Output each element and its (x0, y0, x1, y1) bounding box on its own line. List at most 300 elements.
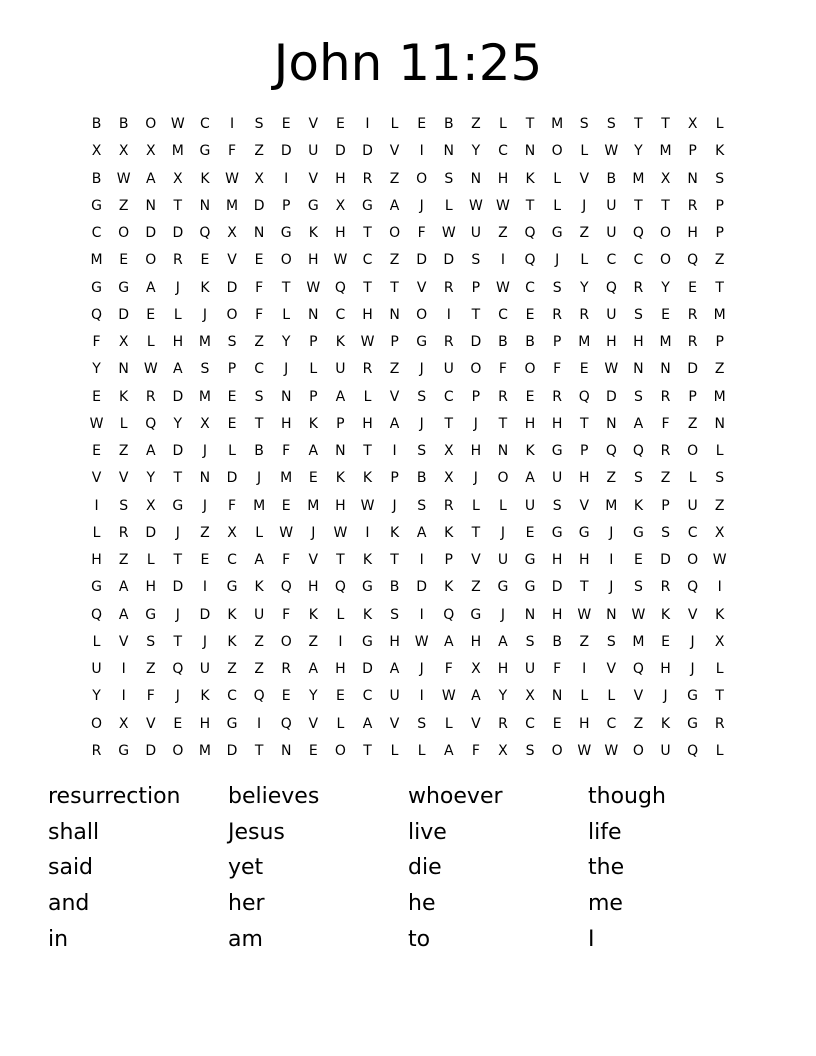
grid-letter[interactable]: W (170, 116, 185, 132)
grid-letter[interactable]: T (661, 116, 670, 132)
grid-letter[interactable]: X (118, 143, 129, 160)
grid-letter[interactable]: J (419, 661, 424, 677)
grid-letter[interactable]: I (419, 552, 424, 568)
grid-letter[interactable]: E (92, 443, 101, 459)
grid-letter[interactable]: D (660, 552, 671, 568)
grid-letter[interactable]: E (633, 552, 643, 568)
grid-letter[interactable]: O (470, 361, 482, 378)
grid-letter[interactable]: S (525, 742, 535, 759)
grid-letter[interactable]: T (336, 552, 345, 568)
grid-letter[interactable]: X (498, 742, 508, 759)
grid-letter[interactable]: W (306, 279, 321, 296)
grid-letter[interactable]: N (253, 225, 265, 241)
grid-letter[interactable]: R (118, 524, 129, 541)
grid-letter[interactable]: U (253, 606, 265, 623)
grid-letter[interactable]: X (335, 197, 346, 214)
grid-letter[interactable]: O (632, 742, 644, 759)
grid-letter[interactable]: P (471, 279, 481, 296)
grid-letter[interactable]: T (390, 552, 399, 568)
grid-letter[interactable]: T (471, 306, 481, 323)
grid-letter[interactable]: A (389, 197, 400, 214)
grid-letter[interactable]: W (441, 688, 456, 705)
grid-letter[interactable]: H (335, 661, 346, 677)
grid-letter[interactable]: O (280, 633, 292, 650)
grid-letter[interactable]: S (552, 279, 562, 296)
grid-letter[interactable]: B (416, 470, 427, 487)
grid-letter[interactable]: J (392, 497, 397, 514)
grid-letter[interactable]: U (687, 497, 698, 514)
grid-letter[interactable]: Q (280, 579, 292, 596)
grid-letter[interactable]: G (362, 633, 373, 650)
grid-letter[interactable]: P (309, 388, 318, 405)
grid-letter[interactable]: G (362, 579, 373, 596)
grid-letter[interactable]: S (119, 497, 129, 514)
grid-letter[interactable]: G (470, 606, 482, 623)
grid-letter[interactable]: I (365, 116, 370, 132)
grid-letter[interactable]: P (661, 497, 670, 514)
grid-letter[interactable]: F (92, 334, 101, 350)
grid-letter[interactable]: K (227, 606, 237, 623)
grid-letter[interactable]: X (714, 524, 725, 541)
grid-letter[interactable]: Z (579, 633, 590, 650)
grid-letter[interactable]: K (308, 606, 318, 623)
grid-letter[interactable]: R (660, 388, 671, 405)
grid-letter[interactable]: G (362, 197, 373, 214)
grid-letter[interactable]: P (552, 334, 562, 350)
grid-letter[interactable]: O (145, 116, 157, 132)
grid-letter[interactable]: A (308, 661, 319, 677)
grid-letter[interactable]: A (362, 715, 373, 732)
grid-letter[interactable]: Z (471, 116, 481, 132)
grid-letter[interactable]: M (280, 470, 293, 487)
grid-letter[interactable]: L (390, 116, 399, 132)
grid-letter[interactable]: T (173, 470, 183, 487)
grid-letter[interactable]: I (365, 524, 370, 541)
grid-letter[interactable]: T (471, 524, 481, 541)
grid-letter[interactable]: W (360, 334, 375, 350)
grid-letter[interactable]: F (417, 225, 426, 241)
grid-letter[interactable]: R (660, 443, 671, 459)
grid-letter[interactable]: B (389, 579, 400, 596)
grid-letter[interactable]: K (335, 334, 345, 350)
grid-letter[interactable]: N (687, 170, 698, 187)
grid-letter[interactable]: L (119, 415, 128, 432)
grid-letter[interactable]: Q (145, 415, 157, 432)
grid-letter[interactable]: E (661, 306, 670, 323)
grid-letter[interactable]: W (414, 633, 429, 650)
grid-letter[interactable]: S (715, 170, 725, 187)
grid-letter[interactable]: Q (91, 306, 103, 323)
grid-letter[interactable]: H (470, 443, 482, 459)
grid-letter[interactable]: N (606, 415, 617, 432)
grid-letter[interactable]: S (661, 524, 670, 541)
grid-letter[interactable]: G (578, 524, 590, 541)
grid-letter[interactable]: S (633, 579, 643, 596)
grid-letter[interactable]: V (606, 661, 617, 677)
grid-letter[interactable]: L (499, 497, 507, 514)
grid-letter[interactable]: B (91, 116, 102, 132)
grid-letter[interactable]: N (335, 443, 346, 459)
grid-letter[interactable]: M (713, 388, 726, 405)
grid-letter[interactable]: K (715, 606, 725, 623)
grid-letter[interactable]: D (172, 388, 184, 405)
grid-letter[interactable]: Z (118, 443, 129, 459)
grid-letter[interactable]: D (226, 470, 238, 487)
grid-letter[interactable]: Q (632, 443, 644, 459)
grid-letter[interactable]: W (496, 279, 510, 296)
grid-letter[interactable]: I (257, 715, 262, 732)
grid-letter[interactable]: O (416, 306, 428, 323)
grid-letter[interactable]: C (362, 688, 373, 705)
grid-letter[interactable]: G (199, 143, 211, 160)
grid-letter[interactable]: L (715, 742, 724, 759)
grid-letter[interactable]: T (173, 633, 183, 650)
grid-letter[interactable]: V (416, 279, 427, 296)
grid-letter[interactable]: E (335, 116, 345, 132)
grid-letter[interactable]: Q (91, 606, 103, 623)
grid-letter[interactable]: T (444, 415, 454, 432)
grid-letter[interactable]: S (471, 252, 481, 269)
grid-letter[interactable]: K (444, 524, 454, 541)
grid-letter[interactable]: T (254, 415, 264, 432)
grid-letter[interactable]: O (145, 252, 157, 269)
grid-letter[interactable]: F (255, 279, 264, 296)
grid-letter[interactable]: R (362, 170, 373, 187)
grid-letter[interactable]: S (579, 116, 589, 132)
grid-letter[interactable]: K (389, 524, 400, 541)
grid-letter[interactable]: D (199, 606, 211, 623)
grid-letter[interactable]: P (309, 334, 318, 350)
grid-letter[interactable]: L (553, 170, 562, 187)
grid-letter[interactable]: R (687, 197, 698, 214)
grid-letter[interactable]: O (226, 306, 238, 323)
grid-letter[interactable]: Y (92, 688, 101, 705)
grid-letter[interactable]: V (633, 688, 644, 705)
grid-letter[interactable]: U (199, 661, 211, 677)
grid-letter[interactable]: G (307, 197, 319, 214)
grid-letter[interactable]: W (604, 361, 619, 378)
grid-letter[interactable]: T (363, 742, 372, 759)
grid-letter[interactable]: J (419, 197, 424, 214)
grid-letter[interactable]: M (198, 388, 211, 405)
grid-letter[interactable]: A (443, 742, 454, 759)
grid-letter[interactable]: I (121, 688, 126, 705)
grid-letter[interactable]: J (202, 497, 207, 514)
grid-letter[interactable]: H (578, 552, 590, 568)
grid-letter[interactable]: I (229, 116, 235, 132)
grid-letter[interactable]: C (633, 252, 644, 269)
grid-letter[interactable]: G (497, 579, 509, 596)
grid-letter[interactable]: X (525, 688, 535, 705)
grid-letter[interactable]: L (336, 715, 345, 732)
grid-letter[interactable]: I (94, 497, 99, 514)
grid-letter[interactable]: H (199, 715, 211, 732)
grid-letter[interactable]: W (279, 524, 294, 541)
grid-letter[interactable]: F (553, 361, 562, 378)
grid-letter[interactable]: V (389, 143, 400, 160)
grid-letter[interactable]: N (389, 306, 400, 323)
grid-letter[interactable]: S (200, 361, 210, 378)
grid-letter[interactable]: H (687, 225, 698, 241)
grid-letter[interactable]: N (443, 143, 454, 160)
grid-letter[interactable]: G (91, 197, 102, 214)
grid-letter[interactable]: L (688, 470, 697, 487)
grid-letter[interactable]: Z (118, 197, 129, 214)
grid-letter[interactable]: U (443, 361, 454, 378)
grid-letter[interactable]: V (308, 170, 319, 187)
grid-letter[interactable]: K (444, 579, 454, 596)
grid-letter[interactable]: A (145, 443, 156, 459)
grid-letter[interactable]: F (146, 688, 155, 705)
grid-letter[interactable]: T (661, 197, 670, 214)
grid-letter[interactable]: U (524, 661, 536, 677)
grid-letter[interactable]: F (498, 361, 507, 378)
grid-letter[interactable]: K (227, 633, 237, 650)
grid-letter[interactable]: C (498, 143, 508, 160)
grid-letter[interactable]: Z (118, 552, 129, 568)
grid-letter[interactable]: W (225, 170, 239, 187)
grid-letter[interactable]: S (390, 606, 400, 623)
grid-letter[interactable]: H (172, 334, 184, 350)
grid-letter[interactable]: J (609, 524, 614, 541)
grid-letter[interactable]: H (606, 334, 617, 350)
grid-letter[interactable]: J (202, 443, 207, 459)
grid-letter[interactable]: L (309, 361, 318, 378)
grid-letter[interactable]: E (119, 252, 129, 269)
grid-letter[interactable]: Z (254, 661, 264, 677)
grid-letter[interactable]: S (606, 116, 616, 132)
grid-letter[interactable]: G (172, 497, 184, 514)
grid-letter[interactable]: S (417, 715, 427, 732)
grid-letter[interactable]: C (606, 715, 617, 732)
grid-letter[interactable]: W (143, 361, 158, 378)
grid-letter[interactable]: E (552, 715, 562, 732)
grid-letter[interactable]: Q (253, 688, 265, 705)
grid-letter[interactable]: A (173, 361, 183, 378)
grid-letter[interactable]: J (500, 606, 506, 623)
grid-letter[interactable]: O (551, 742, 563, 759)
grid-letter[interactable]: J (175, 279, 180, 296)
grid-letter[interactable]: Y (281, 334, 291, 350)
grid-letter[interactable]: D (172, 579, 184, 596)
grid-letter[interactable]: C (200, 116, 210, 132)
grid-letter[interactable]: K (119, 388, 129, 405)
grid-letter[interactable]: W (604, 742, 619, 759)
grid-letter[interactable]: O (551, 143, 563, 160)
grid-letter[interactable]: L (92, 633, 101, 650)
grid-letter[interactable]: C (687, 524, 698, 541)
grid-letter[interactable]: P (688, 388, 697, 405)
grid-letter[interactable]: S (633, 470, 643, 487)
grid-letter[interactable]: V (308, 715, 319, 732)
grid-letter[interactable]: D (226, 279, 238, 296)
grid-letter[interactable]: C (498, 306, 508, 323)
grid-letter[interactable]: J (690, 661, 695, 677)
grid-letter[interactable]: L (417, 742, 426, 759)
grid-letter[interactable]: Q (605, 443, 617, 459)
grid-letter[interactable]: H (91, 552, 102, 568)
grid-letter[interactable]: H (389, 633, 400, 650)
grid-letter[interactable]: D (551, 579, 563, 596)
grid-letter[interactable]: R (687, 334, 698, 350)
grid-letter[interactable]: W (116, 170, 131, 187)
grid-letter[interactable]: A (335, 388, 346, 405)
grid-letter[interactable]: T (173, 197, 183, 214)
grid-letter[interactable]: V (308, 116, 319, 132)
grid-letter[interactable]: Q (524, 225, 536, 241)
grid-letter[interactable]: Z (145, 661, 156, 677)
grid-letter[interactable]: A (498, 633, 508, 650)
grid-letter[interactable]: T (525, 116, 535, 132)
grid-letter[interactable]: R (687, 306, 698, 323)
grid-letter[interactable]: L (146, 552, 155, 568)
grid-letter[interactable]: G (226, 579, 238, 596)
grid-letter[interactable]: H (280, 415, 292, 432)
grid-letter[interactable]: H (362, 415, 373, 432)
grid-letter[interactable]: E (281, 497, 291, 514)
grid-letter[interactable]: G (551, 443, 563, 459)
grid-letter[interactable]: P (715, 334, 724, 350)
grid-letter[interactable]: K (308, 415, 318, 432)
grid-letter[interactable]: S (606, 633, 616, 650)
grid-letter[interactable]: Q (172, 661, 184, 677)
grid-letter[interactable]: X (687, 116, 698, 132)
grid-letter[interactable]: B (525, 334, 535, 350)
grid-letter[interactable]: G (145, 606, 157, 623)
grid-letter[interactable]: Y (661, 279, 670, 296)
grid-letter[interactable]: S (633, 306, 643, 323)
grid-letter[interactable]: M (713, 306, 726, 323)
grid-letter[interactable]: B (254, 443, 264, 459)
grid-letter[interactable]: S (254, 388, 264, 405)
grid-letter[interactable]: F (227, 497, 237, 514)
grid-letter[interactable]: O (687, 443, 699, 459)
grid-letter[interactable]: H (578, 470, 590, 487)
grid-letter[interactable]: D (172, 225, 184, 241)
grid-letter[interactable]: J (582, 197, 587, 214)
grid-letter[interactable]: U (606, 306, 617, 323)
grid-letter[interactable]: E (227, 415, 237, 432)
grid-letter[interactable]: E (661, 633, 670, 650)
grid-letter[interactable]: M (605, 497, 618, 514)
grid-letter[interactable]: D (253, 197, 265, 214)
grid-letter[interactable]: S (633, 388, 643, 405)
grid-letter[interactable]: U (389, 688, 400, 705)
grid-letter[interactable]: Z (254, 334, 264, 350)
grid-letter[interactable]: N (118, 361, 129, 378)
grid-letter[interactable]: O (172, 742, 184, 759)
grid-letter[interactable]: E (200, 552, 210, 568)
grid-letter[interactable]: Y (634, 143, 643, 160)
grid-letter[interactable]: R (443, 279, 454, 296)
grid-letter[interactable]: H (551, 552, 563, 568)
grid-letter[interactable]: A (389, 415, 400, 432)
grid-letter[interactable]: M (307, 497, 320, 514)
grid-letter[interactable]: Q (524, 252, 536, 269)
grid-letter[interactable]: G (118, 279, 130, 296)
grid-letter[interactable]: X (443, 443, 454, 459)
grid-letter[interactable]: M (198, 334, 211, 350)
grid-letter[interactable]: U (308, 143, 319, 160)
grid-letter[interactable]: G (280, 225, 292, 241)
grid-letter[interactable]: S (417, 497, 427, 514)
grid-letter[interactable]: U (470, 225, 481, 241)
grid-letter[interactable]: P (390, 470, 399, 487)
grid-letter[interactable]: D (145, 742, 157, 759)
grid-letter[interactable]: I (609, 552, 614, 568)
grid-letter[interactable]: K (362, 606, 373, 623)
grid-letter[interactable]: L (607, 688, 616, 705)
grid-letter[interactable]: T (634, 116, 643, 132)
grid-letter[interactable]: V (389, 388, 400, 405)
grid-letter[interactable]: X (118, 334, 129, 350)
grid-letter[interactable]: E (688, 279, 698, 296)
grid-letter[interactable]: F (282, 552, 291, 568)
grid-letter[interactable]: N (470, 170, 482, 187)
grid-letter[interactable]: G (416, 334, 428, 350)
grid-letter[interactable]: V (227, 252, 237, 269)
grid-letter[interactable]: W (577, 606, 592, 623)
grid-letter[interactable]: R (91, 742, 102, 759)
grid-letter[interactable]: I (500, 252, 506, 269)
grid-letter[interactable]: M (632, 633, 645, 650)
grid-letter[interactable]: L (580, 252, 589, 269)
grid-letter[interactable]: U (552, 470, 563, 487)
grid-letter[interactable]: F (282, 606, 291, 623)
grid-letter[interactable]: V (579, 497, 590, 514)
grid-letter[interactable]: X (145, 497, 156, 514)
grid-letter[interactable]: W (468, 197, 483, 214)
grid-letter[interactable]: P (444, 552, 453, 568)
grid-letter[interactable]: P (281, 197, 291, 214)
grid-letter[interactable]: Z (389, 170, 400, 187)
grid-letter[interactable]: N (551, 688, 563, 705)
grid-letter[interactable]: J (419, 415, 424, 432)
grid-letter[interactable]: D (145, 225, 157, 241)
grid-letter[interactable]: T (715, 279, 724, 296)
grid-letter[interactable]: C (335, 306, 346, 323)
grid-letter[interactable]: Z (714, 252, 725, 269)
grid-letter[interactable]: S (254, 116, 264, 132)
grid-letter[interactable]: Z (714, 361, 725, 378)
grid-letter[interactable]: C (606, 252, 617, 269)
grid-letter[interactable]: H (308, 579, 319, 596)
grid-letter[interactable]: P (688, 143, 697, 160)
grid-letter[interactable]: C (443, 388, 454, 405)
grid-letter[interactable]: Z (660, 470, 671, 487)
grid-letter[interactable]: A (471, 688, 481, 705)
grid-letter[interactable]: E (227, 388, 237, 405)
grid-letter[interactable]: Z (714, 497, 725, 514)
grid-letter[interactable]: Q (632, 225, 644, 241)
grid-letter[interactable]: B (606, 170, 617, 187)
grid-letter[interactable]: Y (146, 470, 156, 487)
grid-letter[interactable]: F (444, 661, 453, 677)
grid-letter[interactable]: S (525, 633, 535, 650)
grid-letter[interactable]: L (92, 524, 101, 541)
grid-letter[interactable]: P (471, 388, 481, 405)
grid-letter[interactable]: O (118, 225, 130, 241)
grid-letter[interactable]: V (91, 470, 102, 487)
grid-letter[interactable]: M (90, 252, 103, 269)
grid-letter[interactable]: X (227, 524, 237, 541)
grid-letter[interactable]: D (416, 252, 428, 269)
grid-letter[interactable]: T (498, 415, 508, 432)
grid-letter[interactable]: T (634, 197, 643, 214)
grid-letter[interactable]: A (308, 443, 319, 459)
grid-letter[interactable]: X (91, 143, 102, 160)
grid-letter[interactable]: N (145, 197, 156, 214)
